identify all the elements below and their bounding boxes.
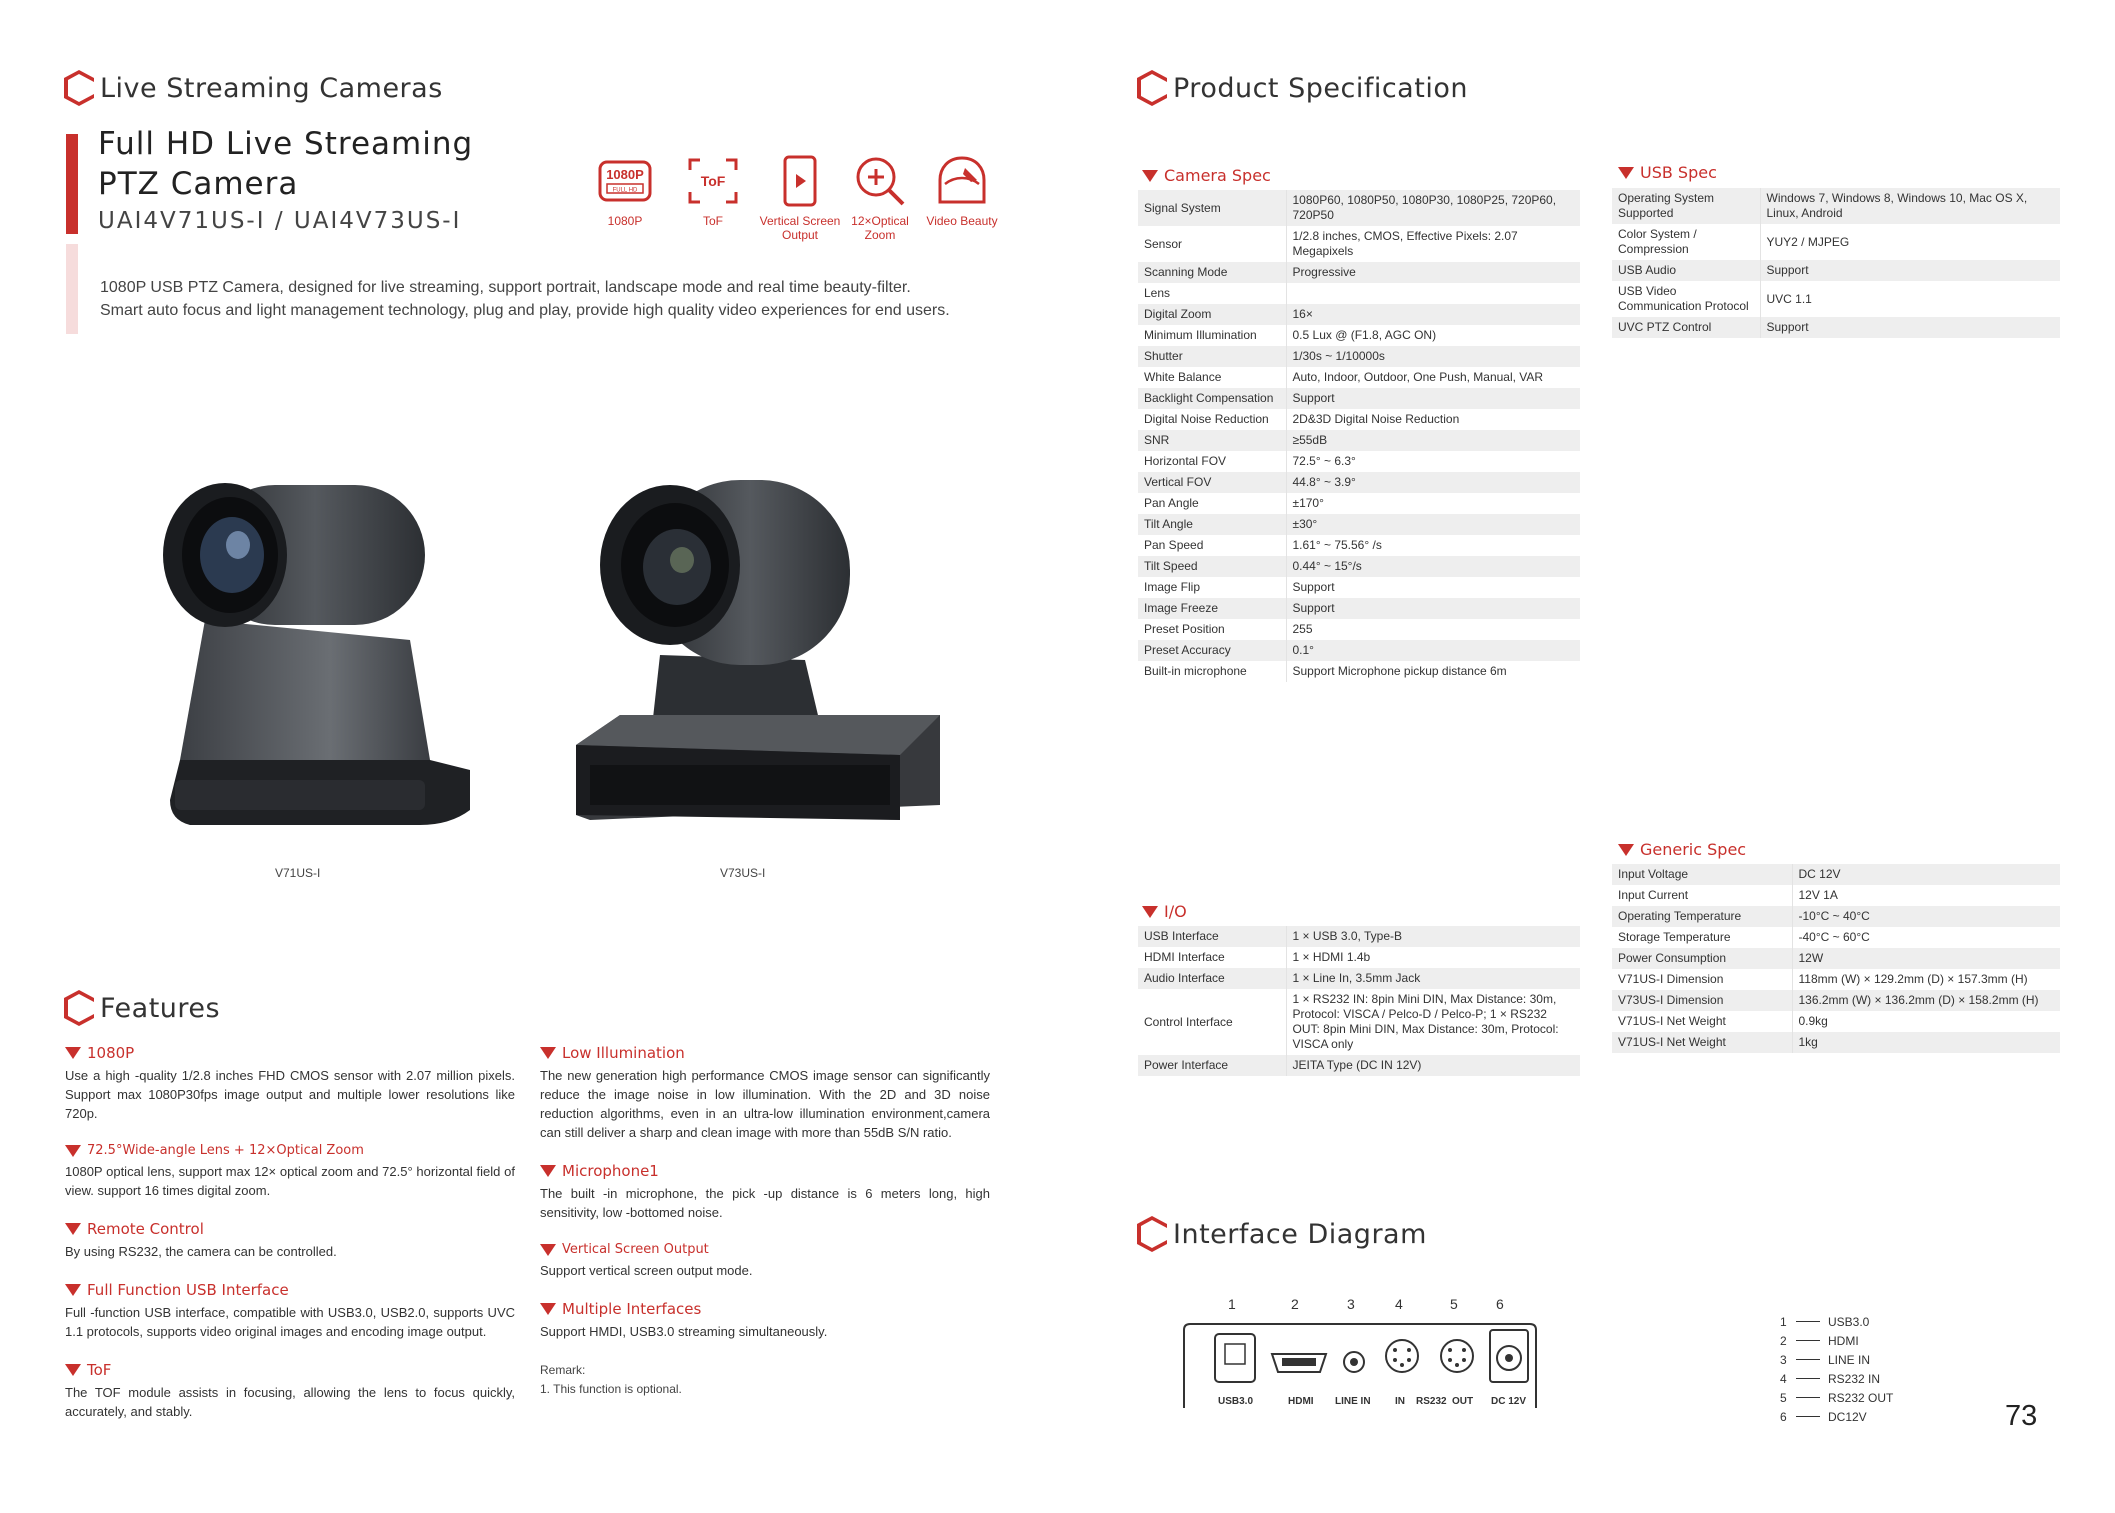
feature-tof: ToF The TOF module assists in focusing, allowing the lens to focus quickly, accurately, and stably. [65,1361,515,1419]
spec-key: V73US-I Dimension [1612,990,1792,1011]
spec-value: 1/30s ~ 1/10000s [1286,346,1580,367]
spec-key: Horizontal FOV [1138,451,1286,472]
spec-value: 12V 1A [1798,888,1838,902]
spec-key: Power Interface [1138,1055,1286,1076]
spec-row [1612,188,2060,224]
spec-row [1612,317,2060,338]
spec-value [1286,283,1580,304]
section-title-product-spec: Product Specification [1135,68,1468,108]
spec-value: Support [1286,388,1580,409]
spec-key: Digital Noise Reduction [1138,409,1286,430]
spec-value: 1.61° ~ 75.56° /s [1292,538,1382,552]
port-label-rs232: RS232 [1416,1396,1447,1407]
svg-text:ToF: ToF [700,173,726,189]
spec-key: Sensor [1138,226,1286,262]
spec-row [1612,1011,2060,1032]
feature-usb-interface: Full Function USB Interface Full -function USB interface, compatible with USB3.0, USB2.0, supports UVC 1.1 protocols, supports video original images and encoding image output. [65,1281,515,1339]
camera-spec-title: Camera Spec [1142,166,1271,185]
features-left-column [65,1044,515,1441]
generic-spec-table [1612,864,2060,1053]
spec-value: 1 × Line In, 3.5mm Jack [1286,968,1580,989]
spec-key: Digital Zoom [1138,304,1286,325]
description-accent-bar [66,244,78,334]
spec-value: 0.5 Lux @ (F1.8, AGC ON) [1292,328,1437,342]
spec-value: YUY2 / MJPEG [1766,234,1850,249]
spec-row [1612,969,2060,990]
spec-row [1138,430,1580,451]
spec-key: Vertical FOV [1138,472,1286,493]
brand-logo-icon [1135,68,1169,108]
spec-key: Audio Interface [1138,968,1286,989]
section-title-features: Features [62,988,220,1028]
spec-row [1138,535,1580,556]
spec-key: Preset Position [1138,619,1286,640]
spec-row [1612,885,2060,906]
interface-diagram [1180,1296,1540,1416]
spec-row [1612,990,2060,1011]
feature-multiple-interfaces: Multiple Interfaces Support HMDI, USB3.0 streaming simultaneously. [540,1300,828,1339]
rs232-in-port-icon [1386,1340,1418,1372]
spec-row [1138,989,1580,1055]
spec-value: ±30° [1286,514,1580,535]
feature-1080p: 1080P Use a high -quality 1/2.8 inches FHD CMOS sensor with 2.07 million pixels. Support max 1080P30fps image output and multiple lower resolutions like 720p. [65,1044,515,1121]
page-number: 73 [2005,1400,2038,1432]
usb3-port-icon [1215,1334,1255,1382]
spec-value: Windows 7, Windows 8, Windows 10, Mac OS X, Linux, Android [1760,188,2060,224]
spec-value: UVC 1.1 [1766,291,1812,306]
port-label-dc12v: DC 12V [1491,1396,1527,1407]
spec-row [1138,304,1580,325]
spec-value: 1 × HDMI 1.4b [1292,950,1371,964]
spec-row [1138,283,1580,304]
spec-row [1612,948,2060,969]
rs232-out-port-icon [1441,1340,1473,1372]
spec-key: White Balance [1138,367,1286,388]
feature-vertical-screen-output: Vertical Screen Output Support vertical screen output mode. [540,1242,753,1278]
feature-remote-control: Remote Control By using RS232, the camera can be controlled. [65,1220,337,1259]
spec-row [1138,514,1580,535]
spec-value: Support [1760,260,2060,281]
spec-row [1138,325,1580,346]
spec-row [1138,1055,1580,1076]
spec-value: -40°C ~ 60°C [1798,930,1870,944]
legend-item: 2 HDMI [1780,1333,1859,1348]
spec-key: Power Consumption [1612,948,1792,969]
spec-row [1138,968,1580,989]
spec-key: Input Voltage [1612,864,1792,885]
feature-wide-angle-lens: 72.5°Wide-angle Lens + 12×Optical Zoom 1080P optical lens, support max 12× optical zoom and 72.5° horizontal field of view. support 16 times digital zoom. [65,1143,515,1198]
io-spec-table [1138,926,1580,1076]
spec-value: 0.44° ~ 15°/s [1286,556,1580,577]
port-num-2: 2 [1291,1296,1299,1312]
spec-value: 44.8° ~ 3.9° [1286,472,1580,493]
spec-key: Pan Angle [1138,493,1286,514]
spec-value: 16× [1286,304,1580,325]
spec-key: Signal System [1138,190,1286,226]
caption-v71us: V71US-I [275,866,321,880]
port-label-in: IN [1395,1396,1405,1407]
spec-row [1138,190,1580,226]
port-num-6: 6 [1496,1296,1504,1312]
spec-key: Shutter [1138,346,1286,367]
spec-key: USB Interface [1138,926,1286,947]
features-right-column [540,1044,990,1399]
title-accent-bar [66,134,78,234]
port-label-line-in: LINE IN [1335,1396,1371,1407]
legend-item: 1 USB3.0 [1780,1314,1870,1329]
spec-value: ±170° [1292,496,1324,510]
feature-icon-zoom: 12×Optical Zoom [835,154,925,242]
product-model: UAI4V71US-I / UAI4V73US-I [98,208,462,234]
usb-spec-title: USB Spec [1618,163,1717,182]
spec-value: 1080P60, 1080P50, 1080P30, 1080P25, 720P60, 720P50 [1286,190,1580,226]
product-title: Full HD Live Streaming PTZ Camera [98,126,474,202]
feature-icon-video-beauty: Video Beauty [922,154,1002,228]
usb-spec-table [1612,188,2060,338]
spec-value: Auto, Indoor, Outdoor, One Push, Manual, VAR [1292,370,1544,384]
product-description: 1080P USB PTZ Camera, designed for live streaming, support portrait, landscape mode and real time beauty-filter. Smart auto focus and light management technology, plug and play, provide high quality video experiences for end users. [100,279,950,319]
spec-key: Operating Temperature [1612,906,1792,927]
spec-value: 1 × USB 3.0, Type-B [1286,926,1580,947]
spec-value: 12W [1792,948,2060,969]
camera-v73us-image [570,475,950,835]
zoom-icon [853,154,907,208]
spec-value: 2D&3D Digital Noise Reduction [1292,412,1460,426]
fullhd-icon [598,154,652,208]
spec-row [1138,472,1580,493]
spec-key: Built-in microphone [1138,661,1286,682]
spec-value: Support Microphone pickup distance 6m [1292,664,1507,678]
spec-row [1612,224,2060,260]
spec-key: SNR [1138,430,1286,451]
spec-key: Input Current [1612,885,1792,906]
feature-low-illumination: Low Illumination The new generation high performance CMOS image sensor can significantly reduce the image noise in low illumination. With the 2D and 3D noise reduction algorithms, even in an ultra-low illumination environment,camera can still deliver a sharp and clean image with more than 55dB S/N ratio. [540,1044,990,1140]
spec-key: USB Video Communication Protocol [1612,281,1760,317]
spec-key: Lens [1138,283,1286,304]
spec-key: Minimum Illumination [1138,325,1286,346]
spec-key: Tilt Speed [1138,556,1286,577]
port-num-1: 1 [1228,1296,1236,1312]
spec-value: -10°C ~ 40°C [1792,906,2060,927]
spec-key: Storage Temperature [1612,927,1792,948]
spec-row [1612,260,2060,281]
spec-value: 255 [1292,622,1313,636]
spec-row [1138,640,1580,661]
spec-value: 1kg [1792,1032,2060,1053]
spec-value: Support [1286,598,1580,619]
port-label-out: OUT [1452,1396,1474,1407]
spec-value: 1/2.8 inches, CMOS, Effective Pixels: 2.07 Megapixels [1292,229,1518,258]
feature-icon-vertical-screen: Vertical Screen Output [755,154,845,242]
spec-value: 1 × RS232 IN: 8pin Mini DIN, Max Distance: 30m, Protocol: VISCA / Pelco-D / Pelco-P; 1 × RS232 OUT: 8pin Mini DIN, Max Distance: 30m, Protocol: VISCA only [1292,992,1559,1051]
spec-key: Pan Speed [1138,535,1286,556]
spec-value: 136.2mm (W) × 136.2mm (D) × 158.2mm (H) [1792,990,2060,1011]
port-label-usb3: USB3.0 [1218,1396,1254,1407]
interface-legend [1780,1312,1893,1426]
spec-row [1138,388,1580,409]
spec-key: Operating System Supported [1612,188,1760,224]
spec-key: V71US-I Net Weight [1612,1032,1792,1053]
section-title-interface-diagram: Interface Diagram [1135,1214,1427,1254]
port-label-hdmi: HDMI [1288,1396,1314,1407]
spec-key: V71US-I Net Weight [1612,1011,1792,1032]
spec-key: Color System / Compression [1612,224,1760,260]
spec-value: JEITA Type (DC IN 12V) [1286,1055,1580,1076]
spec-row [1612,281,2060,317]
spec-row [1138,556,1580,577]
port-num-4: 4 [1395,1296,1403,1312]
spec-row [1138,493,1580,514]
spec-row [1138,451,1580,472]
spec-key: Image Freeze [1138,598,1286,619]
spec-row [1612,864,2060,885]
spec-value: 72.5° ~ 6.3° [1292,454,1356,468]
svg-text:FULL HD: FULL HD [612,187,638,194]
spec-value: ≥55dB [1286,430,1580,451]
spec-key: HDMI Interface [1138,947,1286,968]
legend-item: 5 RS232 OUT [1780,1390,1894,1405]
feature-microphone: Microphone1 The built -in microphone, the pick -up distance is 6 meters long, high sensitivity, low -bottomed noise. [540,1162,990,1220]
port-num-3: 3 [1347,1296,1355,1312]
spec-key: USB Audio [1612,260,1760,281]
spec-value: Support [1292,580,1335,594]
caption-v73us: V73US-I [720,866,766,880]
io-spec-title: I/O [1142,902,1187,921]
spec-key: Tilt Angle [1138,514,1286,535]
vertical-screen-icon [773,154,827,208]
tof-icon [686,154,740,208]
camera-v71us-image [150,470,480,840]
spec-row [1138,926,1580,947]
spec-row [1612,927,2060,948]
remark: Remark: 1. This function is optional. [540,1363,682,1396]
spec-value: Support [1760,317,2060,338]
spec-row [1138,577,1580,598]
brand-logo-icon [1135,1214,1169,1254]
beauty-icon [935,154,989,208]
spec-key: V71US-I Dimension [1612,969,1792,990]
spec-key: UVC PTZ Control [1612,317,1760,338]
spec-row [1138,598,1580,619]
legend-item: 3 LINE IN [1780,1352,1871,1367]
spec-value: Progressive [1286,262,1580,283]
feature-icon-tof: ToF ToF [673,154,753,228]
brand-logo-icon [62,68,96,108]
legend-item: 4 RS232 IN [1780,1371,1881,1386]
spec-value: 0.1° [1286,640,1580,661]
spec-key: Image Flip [1138,577,1286,598]
port-num-5: 5 [1450,1296,1458,1312]
spec-value: DC 12V [1792,864,2060,885]
spec-row [1138,947,1580,968]
spec-row [1138,409,1580,430]
spec-value: 118mm (W) × 129.2mm (D) × 157.3mm (H) [1798,972,2028,986]
spec-key: Control Interface [1138,989,1286,1055]
spec-key: Preset Accuracy [1138,640,1286,661]
spec-row [1138,226,1580,262]
spec-row [1612,1032,2060,1053]
brand-logo-icon [62,988,96,1028]
spec-row [1138,661,1580,682]
feature-icon-1080p: 1080P FULL HD 1080P [585,154,665,228]
spec-key: Scanning Mode [1138,262,1286,283]
generic-spec-title: Generic Spec [1618,840,1746,859]
spec-row [1138,346,1580,367]
spec-key: Backlight Compensation [1138,388,1286,409]
spec-row [1138,619,1580,640]
svg-text:1080P: 1080P [606,167,644,182]
camera-spec-table [1138,190,1580,682]
spec-row [1138,367,1580,388]
legend-item: 6 DC12V [1780,1409,1867,1424]
spec-row [1138,262,1580,283]
section-title-live-streaming: Live Streaming Cameras [62,68,443,108]
spec-value: 0.9kg [1798,1014,1828,1028]
spec-row [1612,906,2060,927]
